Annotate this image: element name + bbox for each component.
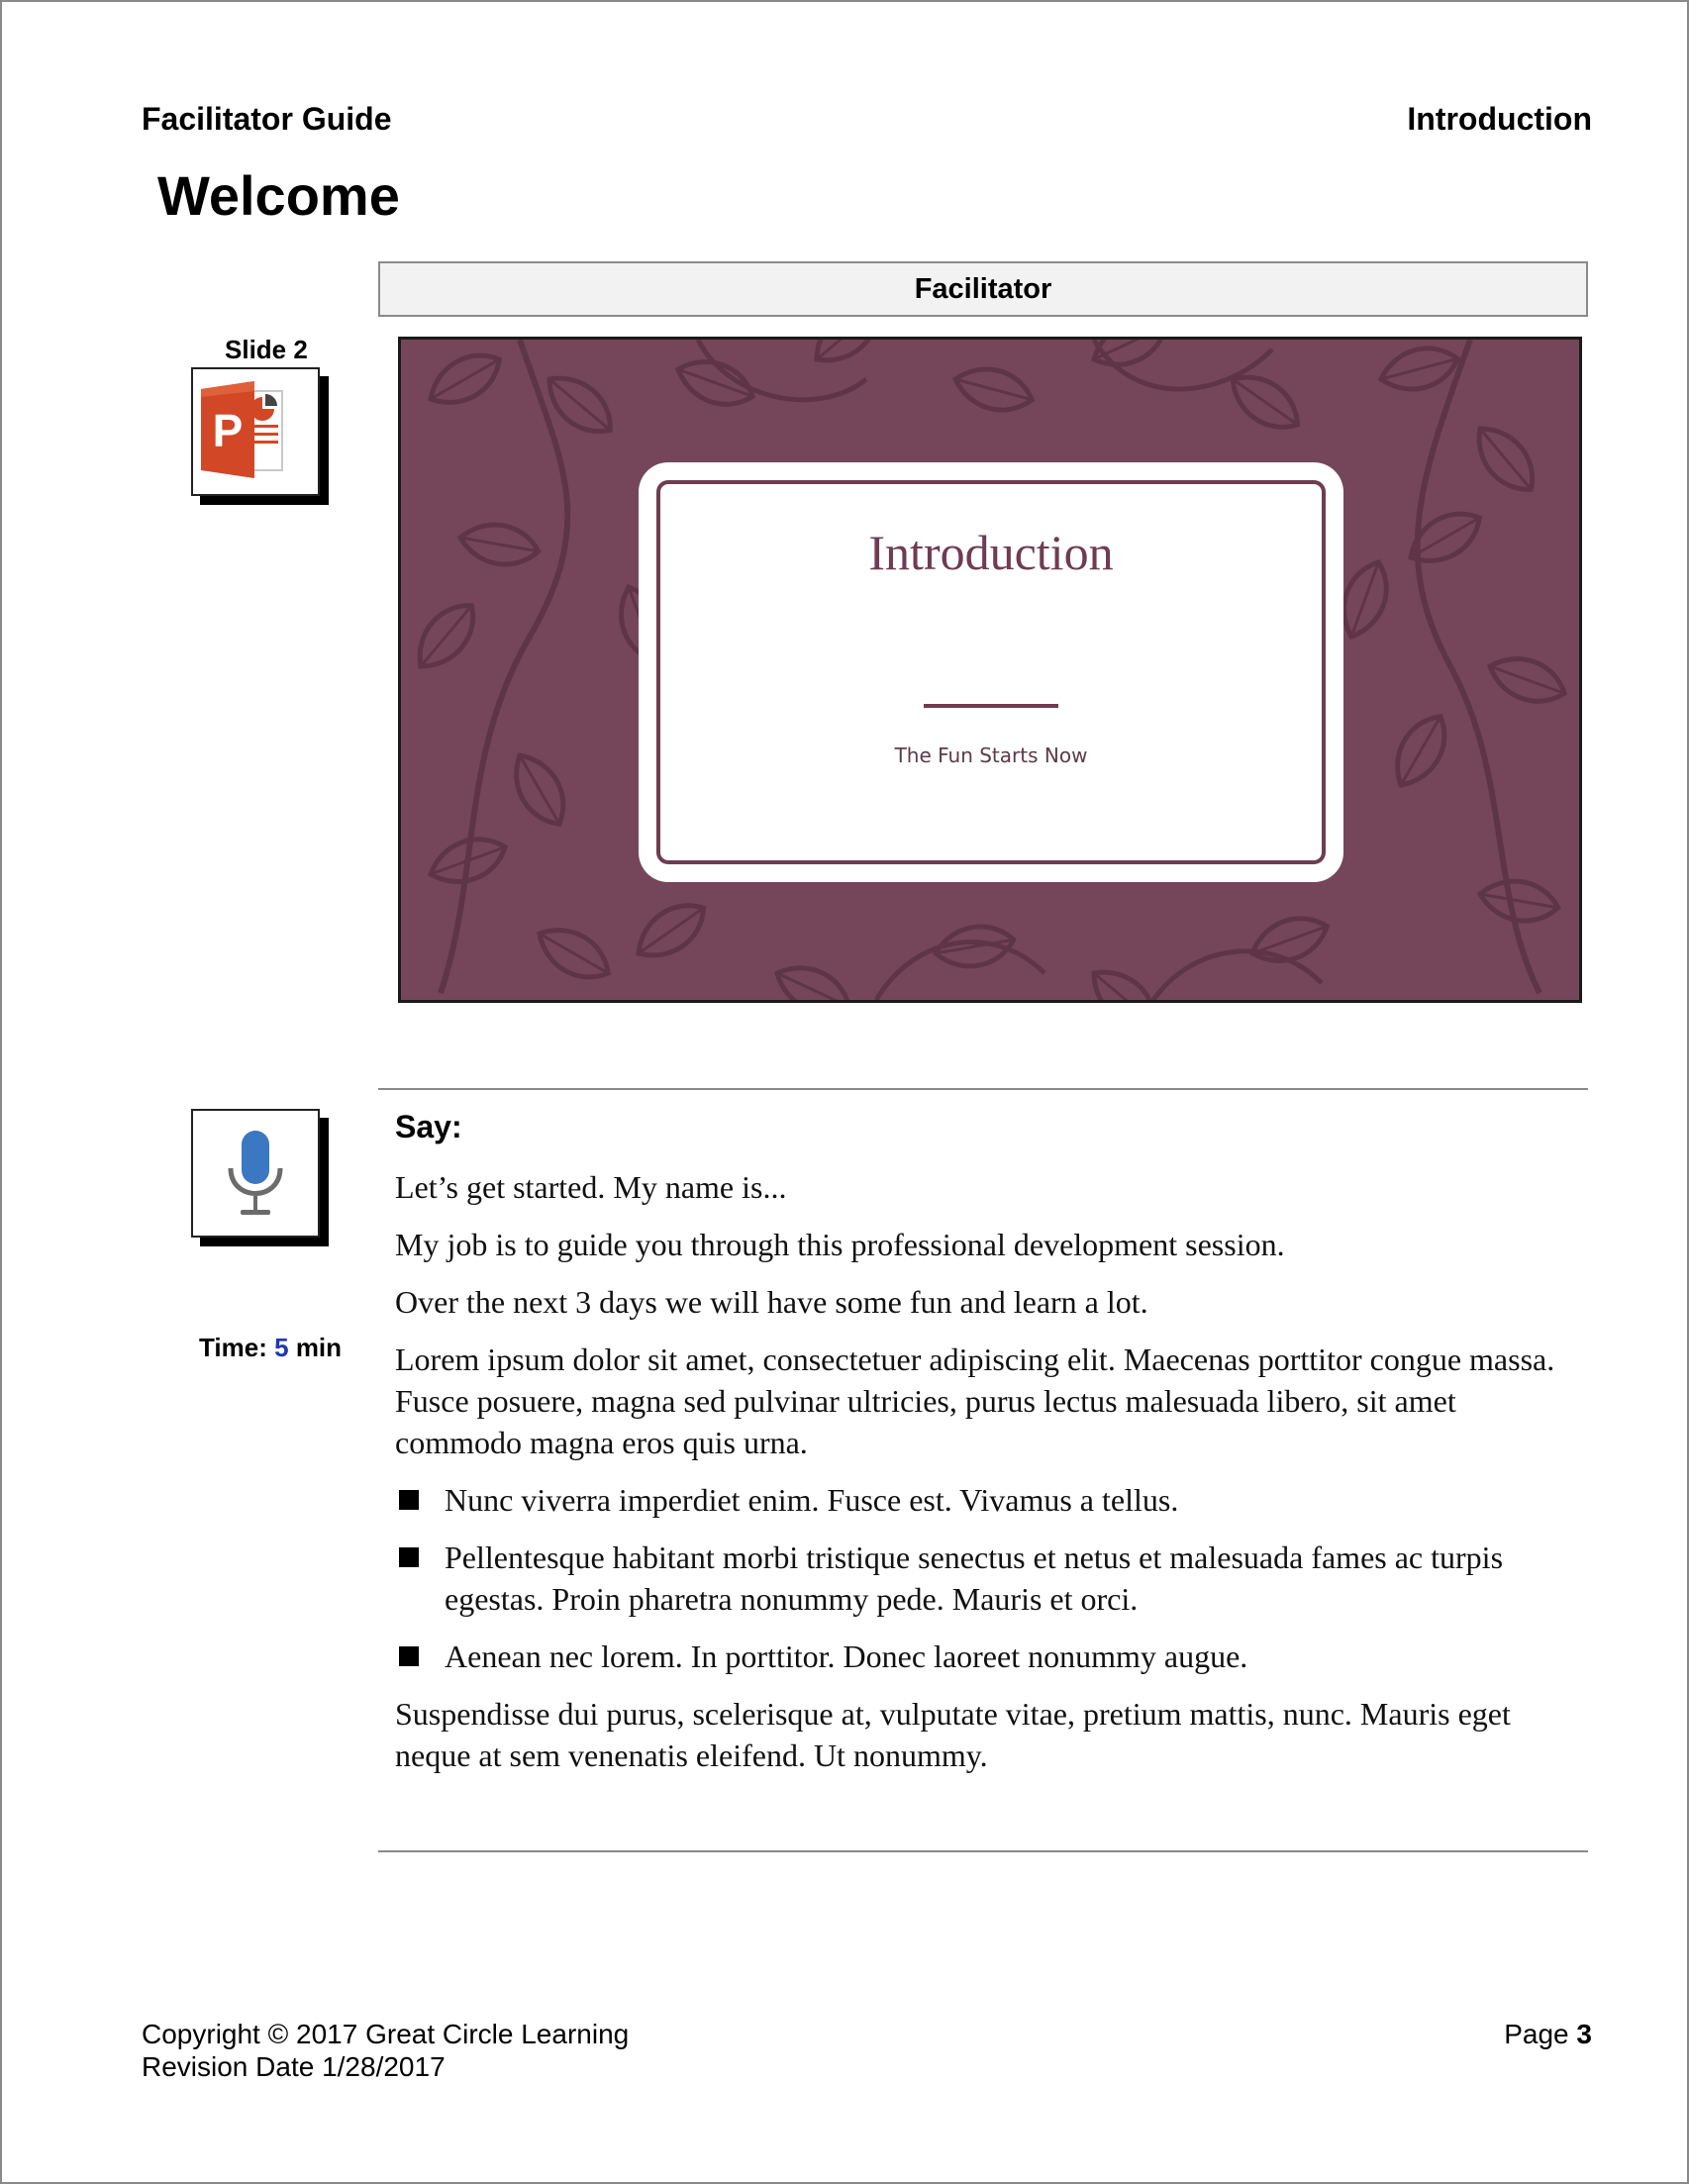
script-bullet-list <box>395 1479 1568 1677</box>
time-estimate <box>199 1333 342 1363</box>
slide-title-card-border <box>656 480 1326 864</box>
script-paragraph: My job is to guide you through this professional development session. <box>395 1227 1285 1262</box>
powerpoint-icon <box>191 367 320 496</box>
facilitator-bar: Facilitator <box>378 261 1588 317</box>
svg-text:P: P <box>212 405 244 456</box>
bullet-text: Pellentesque habitant morbi tristique senectus et netus et malesuada fames ac turpis egestas. Proin pharetra nonummy pede. Mauris et orci. <box>445 1539 1504 1617</box>
bullet-text: Aenean nec lorem. In porttitor. Donec laoreet nonummy augue. <box>445 1638 1248 1674</box>
bullet-text: Nunc viverra imperdiet enim. Fusce est. Vivamus a tellus. <box>445 1482 1179 1518</box>
script-paragraph: Suspendisse dui purus, scelerisque at, vulputate vitae, pretium mattis, nunc. Mauris eget neque at sem venenatis eleifend. Ut nonummy. <box>395 1696 1511 1773</box>
say-script <box>395 1166 1568 1792</box>
revision-date: Revision Date 1/28/2017 <box>142 2051 446 2082</box>
page-label: Page <box>1504 2019 1569 2049</box>
section-divider-bottom <box>378 1850 1588 1852</box>
microphone-icon <box>191 1109 320 1238</box>
page-number <box>1504 2018 1592 2050</box>
script-paragraph: Lorem ipsum dolor sit amet, consectetuer adipiscing elit. Maecenas porttitor congue massa. Fusce posuere, magna sed pulvinar ultricies, purus lectus malesuada libero, sit amet commodo magna eros quis urna. <box>395 1341 1555 1460</box>
copyright-text: Copyright © 2017 Great Circle Learning <box>142 2019 630 2049</box>
slide-subtitle: The Fun Starts Now <box>894 744 1088 767</box>
page-number-value: 3 <box>1576 2019 1592 2049</box>
script-paragraph: Over the next 3 days we will have some fun and learn a lot. <box>395 1284 1148 1320</box>
bullet-item <box>395 1537 1568 1620</box>
slide-title-card <box>639 462 1343 882</box>
time-label: Time: <box>199 1333 267 1362</box>
slide-divider <box>924 704 1058 708</box>
slide-title: Introduction <box>868 525 1114 580</box>
say-heading: Say: <box>395 1109 462 1144</box>
square-bullet-icon <box>399 1490 419 1510</box>
time-unit: min <box>295 1333 343 1362</box>
section-divider-top <box>378 1088 1588 1090</box>
script-paragraph: Let’s get started. My name is... <box>395 1169 787 1205</box>
square-bullet-icon <box>399 1646 419 1666</box>
slide-label: Slide 2 <box>225 335 308 364</box>
time-value: 5 <box>274 1333 289 1362</box>
bullet-item <box>395 1479 1568 1521</box>
page-title: Welcome <box>157 164 400 227</box>
footer-info <box>142 2018 629 2083</box>
header-section-title: Introduction <box>1407 101 1592 137</box>
square-bullet-icon <box>399 1547 419 1567</box>
header-guide-title: Facilitator Guide <box>142 101 392 137</box>
slide-preview <box>398 337 1582 1003</box>
bullet-item <box>395 1636 1568 1677</box>
